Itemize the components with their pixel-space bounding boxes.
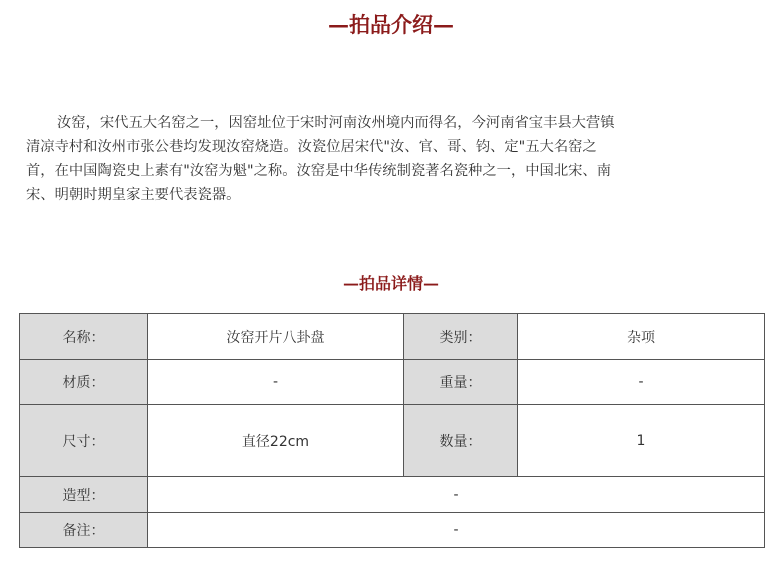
remarks-label: 备注：: [20, 513, 148, 548]
intro-section-title: —拍品介绍—: [328, 12, 454, 37]
size-value: 直径22cm: [148, 405, 404, 477]
name-label: 名称：: [20, 314, 148, 360]
table-row: [20, 314, 765, 360]
weight-value: -: [518, 360, 765, 405]
shape-value: -: [148, 477, 765, 513]
table-row: [20, 360, 765, 405]
table-row: [20, 513, 765, 548]
table-row: [20, 477, 765, 513]
intro-paragraph: [26, 111, 756, 207]
intro-line: 首，在中国陶瓷史上素有"汝窑为魁"之称。汝窑是中华传统制瓷著名瓷种之一，中国北宋、南: [26, 163, 612, 179]
intro-line: 宋、明朝时期皇家主要代表瓷器。: [26, 187, 241, 203]
category-label: 类别：: [404, 314, 518, 360]
shape-label: 造型：: [20, 477, 148, 513]
material-label: 材质：: [20, 360, 148, 405]
material-value: -: [148, 360, 404, 405]
remarks-value: -: [148, 513, 765, 548]
details-table: [19, 313, 765, 548]
quantity-value: 1: [518, 405, 765, 477]
weight-label: 重量：: [404, 360, 518, 405]
details-section-title: —拍品详情—: [342, 274, 439, 293]
category-value: 杂项: [518, 314, 765, 360]
table-row: [20, 405, 765, 477]
name-value: 汝窑开片八卦盘: [148, 314, 404, 360]
intro-line: 清凉寺村和汝州市张公巷均发现汝窑烧造。汝瓷位居宋代"汝、官、哥、钧、定"五大名窑之: [26, 139, 597, 155]
quantity-label: 数量：: [404, 405, 518, 477]
size-label: 尺寸：: [20, 405, 148, 477]
intro-line: 汝窑，宋代五大名窑之一，因窑址位于宋时河南汝州境内而得名，今河南省宝丰县大营镇: [57, 115, 615, 131]
